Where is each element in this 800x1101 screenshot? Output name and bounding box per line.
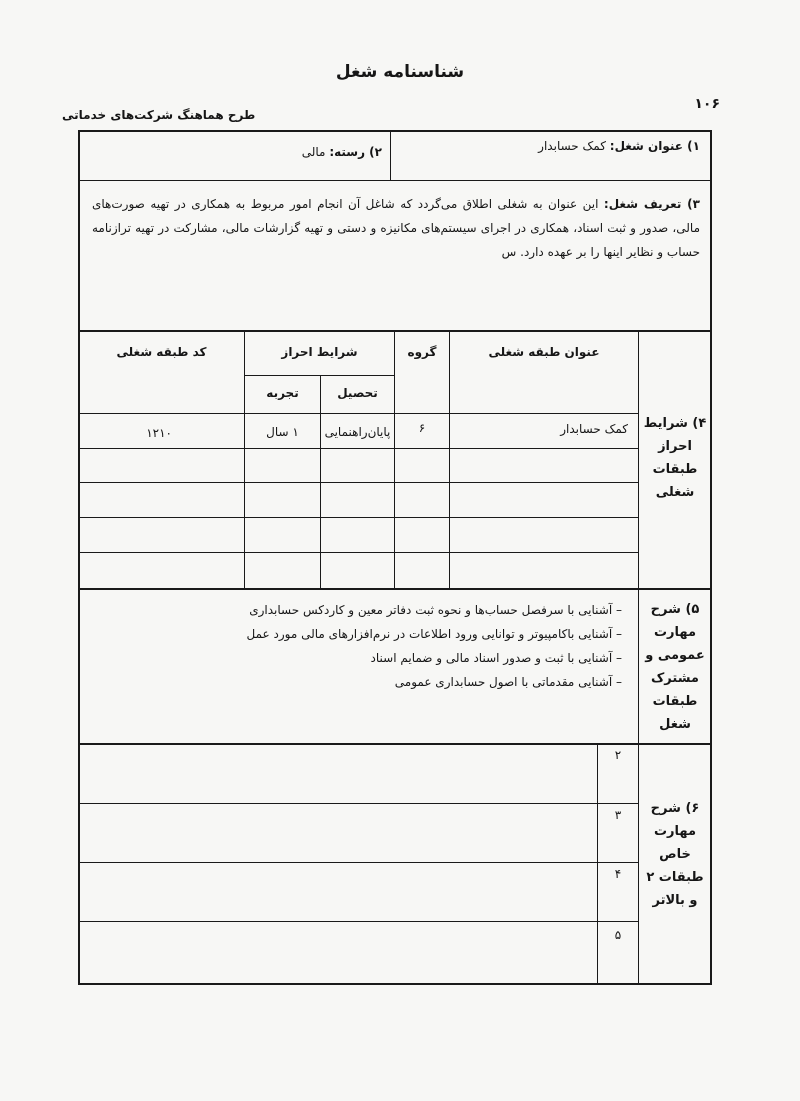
page-title: شناسنامه شغل	[335, 62, 465, 82]
row-experience: ۱ سال	[266, 425, 299, 439]
specific-row-number: ۴	[614, 867, 622, 881]
list-item: – آشنایی با ثبت و صدور اسناد مالی و ضمایم اسناد	[247, 646, 623, 670]
general-skills-section-label: ۵) شرح مهارت عمومی و مشترک طبقات شغل	[645, 602, 705, 732]
specific-row-number: ۳	[614, 808, 622, 822]
header-conditions: شرایط احراز	[281, 345, 358, 359]
page-number: ۱۰۶	[694, 96, 720, 112]
list-item: – آشنایی مقدماتی با اصول حسابداری عمومی	[247, 670, 623, 694]
row-education: پایان‌راهنمایی	[324, 425, 391, 439]
row-group: ۶	[418, 421, 426, 435]
category-value: مالی	[301, 145, 326, 159]
general-skills-list	[247, 598, 623, 694]
category-field	[302, 144, 382, 161]
job-title-label: ۱) عنوان شغل:	[609, 139, 700, 153]
definition-text: این عنوان به شغلی اطلاق می‌گردد که شاغل آن انجام امور مربوط به همکاری در تهیه صورت‌های مالی، صدور و ثبت اسناد، همکاری در اجرای سیستم‌های مکانیزه و دستی و تهیه گزارشات مالی، مشارکت در تهیه ترازنامه حساب و نظایر اینها را بر عهده دارد. س	[92, 197, 700, 259]
header-class-code: کد طبقه شغلی	[116, 345, 207, 359]
job-title-field	[538, 138, 700, 155]
specific-row-number: ۵	[614, 928, 622, 942]
header-experience: تجربه	[266, 386, 299, 400]
job-definition	[92, 192, 700, 264]
job-title-value: کمک حسابدار	[538, 139, 606, 153]
specific-skills-section-label: ۶) شرح مهارت خاص طبقات ۲ و بالاتر	[646, 801, 704, 908]
qualifications-section-label: ۴) شرایط احراز طبقات شغلی	[643, 416, 707, 500]
list-item: – آشنایی باکامپیوتر و توانایی ورود اطلاعات در نرم‌افزارهای مالی مورد عمل	[247, 622, 623, 646]
definition-label: ۳) تعریف شغل:	[603, 197, 700, 211]
header-group: گروه	[407, 345, 437, 359]
category-label: ۲) رسته:	[329, 145, 382, 159]
specific-row-number: ۲	[614, 748, 622, 762]
form-subtitle: طرح هماهنگ شرکت‌های خدماتی	[62, 108, 256, 122]
header-class-title: عنوان طبقه شغلی	[488, 345, 600, 359]
row-class-title: کمک حسابدار	[560, 422, 628, 436]
list-item: – آشنایی با سرفصل حساب‌ها و نحوه ثبت دفاتر معین و کاردکس حسابداری	[247, 598, 623, 622]
header-education: تحصیل	[337, 386, 378, 400]
row-class-code: ۱۲۱۰	[146, 426, 172, 440]
